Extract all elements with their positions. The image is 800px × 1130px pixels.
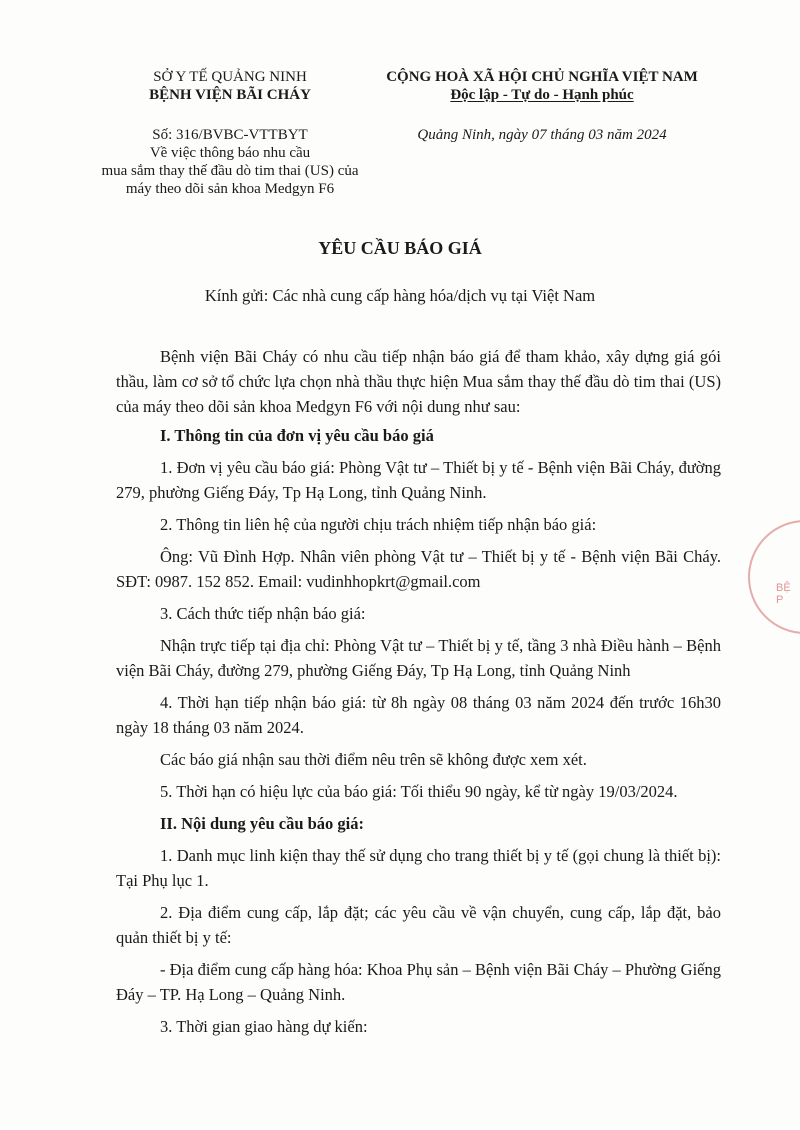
section-1-item-3: 3. Cách thức tiếp nhận báo giá:: [160, 604, 366, 623]
organization-name: BỆNH VIỆN BÃI CHÁY: [149, 87, 311, 103]
subject-line-2: mua sắm thay thế đầu dò tim thai (US) của: [101, 163, 359, 179]
national-header: [362, 68, 722, 144]
section-1-heading: I. Thông tin của đơn vị yêu cầu báo giá: [160, 426, 434, 445]
parent-organization: SỞ Y TẾ QUẢNG NINH: [153, 69, 307, 85]
section-2-heading: II. Nội dung yêu cầu báo giá:: [160, 814, 365, 833]
date-place: Quảng Ninh, ngày 07 tháng 03 năm 2024: [417, 127, 667, 143]
subject-line-1: Về việc thông báo nhu cầu: [149, 145, 311, 161]
issuer-block: [92, 68, 368, 198]
document-title: YÊU CẦU BÁO GIÁ: [318, 238, 482, 258]
section-1-item-4: 4. Thời hạn tiếp nhận báo giá: từ 8h ngày 08 tháng 03 năm 2024 đến trước 16h30 ngày 18 tháng 03 năm 2024.: [116, 693, 721, 737]
section-1-item-2-detail: Ông: Vũ Đình Hợp. Nhân viên phòng Vật tư – Thiết bị y tế - Bệnh viện Bãi Cháy. SĐT: 0987. 152 852. Email: vudinhhopkrt@gmail.com: [116, 547, 721, 591]
stamp-text: BỆ P: [776, 582, 791, 606]
document-body: [116, 344, 721, 1046]
section-2-item-2: 2. Địa điểm cung cấp, lắp đặt; các yêu cầu về vận chuyển, cung cấp, lắp đặt, bảo quản thiết bị y tế:: [116, 903, 721, 947]
nation-title: CỘNG HOÀ XÃ HỘI CHỦ NGHĨA VIỆT NAM: [386, 69, 698, 85]
section-1-item-5: 5. Thời hạn có hiệu lực của báo giá: Tối thiểu 90 ngày, kể từ ngày 19/03/2024.: [160, 782, 678, 801]
document-number: Số: 316/BVBC-VTTBYT: [152, 127, 308, 143]
red-seal-stamp: [748, 520, 800, 634]
national-motto: Độc lập - Tự do - Hạnh phúc: [450, 87, 634, 103]
section-1-item-1: 1. Đơn vị yêu cầu báo giá: Phòng Vật tư – Thiết bị y tế - Bệnh viện Bãi Cháy, đường 279, phường Giếng Đáy, Tp Hạ Long, tỉnh Quảng Ninh.: [116, 458, 721, 502]
section-2-item-3: 3. Thời gian giao hàng dự kiến:: [160, 1017, 368, 1036]
subject-line-3: máy theo dõi sản khoa Medgyn F6: [125, 181, 335, 197]
section-1-item-4-note: Các báo giá nhận sau thời điểm nêu trên sẽ không được xem xét.: [160, 750, 587, 769]
section-1-item-2: 2. Thông tin liên hệ của người chịu trách nhiệm tiếp nhận báo giá:: [160, 515, 597, 534]
section-2-item-1: 1. Danh mục linh kiện thay thế sử dụng cho trang thiết bị y tế (gọi chung là thiết bị): Tại Phụ lục 1.: [116, 846, 721, 890]
intro-paragraph: Bệnh viện Bãi Cháy có nhu cầu tiếp nhận báo giá để tham khảo, xây dựng giá gói thầu, làm cơ sở tổ chức lựa chọn nhà thầu thực hiện Mua sắm thay thế đầu dò tim thai (US) của máy theo dõi sản khoa Medgyn F6 với nội dung như sau:: [116, 347, 721, 416]
section-1-item-3-detail: Nhận trực tiếp tại địa chỉ: Phòng Vật tư – Thiết bị y tế, tầng 3 nhà Điều hành – Bệnh viện Bãi Cháy, đường 279, phường Giếng Đáy, Tp Hạ Long, tỉnh Quảng Ninh: [116, 636, 721, 680]
recipient-line: Kính gửi: Các nhà cung cấp hàng hóa/dịch vụ tại Việt Nam: [204, 286, 596, 305]
section-2-item-2-detail: - Địa điểm cung cấp hàng hóa: Khoa Phụ sản – Bệnh viện Bãi Cháy – Phường Giếng Đáy – TP. Hạ Long – Quảng Ninh.: [116, 960, 721, 1004]
